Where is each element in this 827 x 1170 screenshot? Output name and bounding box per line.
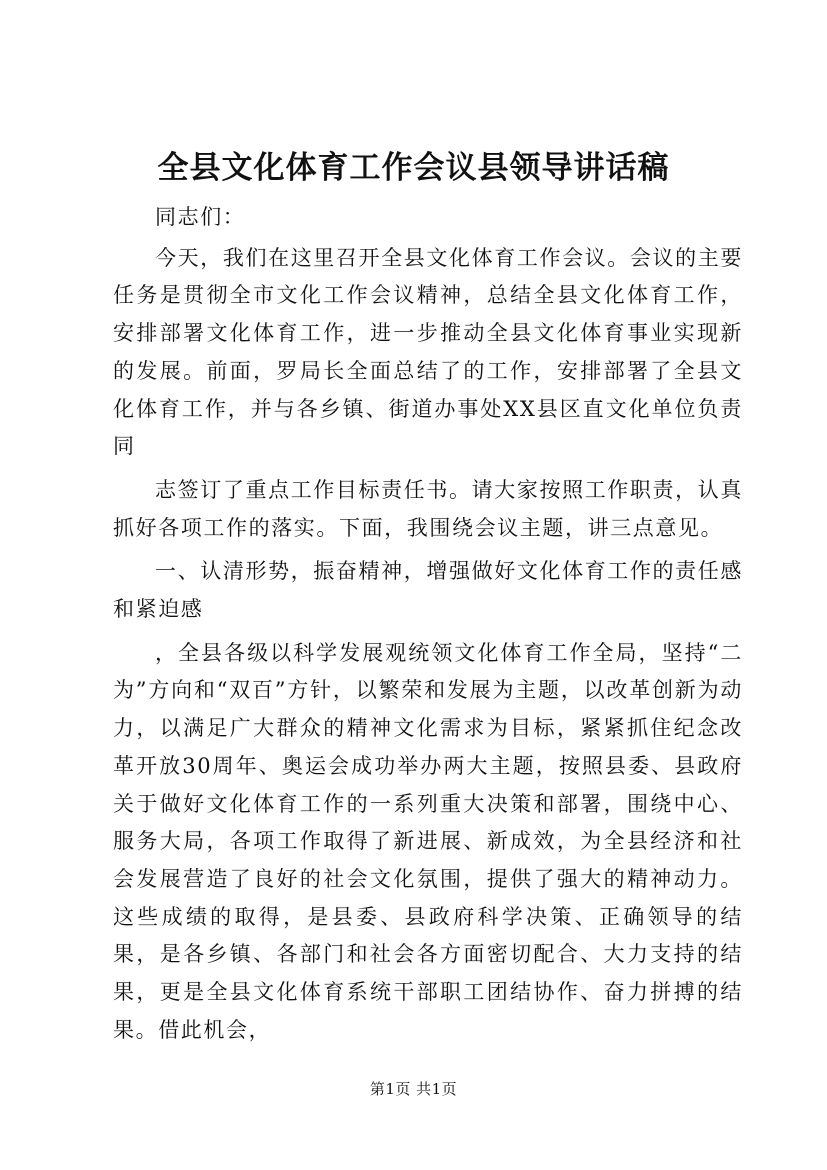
page-footer: 第1页 共1页 <box>369 1080 458 1098</box>
salutation-paragraph: 同志们： <box>155 205 246 229</box>
document-body <box>113 199 743 1055</box>
intro-paragraph: 今天，我们在这里召开全县文化体育工作会议。会议的主要任务是贯彻全市文化工作会议精神，总结全县文化体育工作，安排部署文化体育工作，进一步推动全县文化体育事业实现新的发展。前面，罗局长全面总结了的工作，安排部署了全县文化体育工作，并与各乡镇、街道办事处XX县区直文化单位负责同 <box>113 245 743 459</box>
section-1-paragraph: ，全县各级以科学发展观统领文化体育工作全局，坚持“二为”方向和“双百”方针，以繁荣和发展为主题，以改革创新为动力，以满足广大群众的精神文化需求为目标，紧紧抓住纪念改革开放30周年、奥运会成功举办两大主题，按照县委、县政府关于做好文化体育工作的一系列重大决策和部署，围绕中心、服务大局，各项工作取得了新进展、新成效，为全县经济和社会发展营造了良好的社会文化氛围，提供了强大的精神动力。这些成绩的取得，是县委、县政府科学决策、正确领导的结果，是各乡镇、各部门和社会各方面密切配合、大力支持的结果，更是全县文化体育系统干部职工团结协作、奋力拼搏的结果。借此机会， <box>113 640 743 1042</box>
document-title: 全县文化体育工作会议县领导讲话稿 <box>157 150 670 186</box>
intro-continued-paragraph: 志签订了重点工作目标责任书。请大家按照工作职责，认真抓好各项工作的落实。下面，我围绕会议主题，讲三点意见。 <box>113 477 743 540</box>
section-heading-1: 一、认清形势，振奋精神，增强做好文化体育工作的责任感和紧迫感 <box>113 559 743 622</box>
